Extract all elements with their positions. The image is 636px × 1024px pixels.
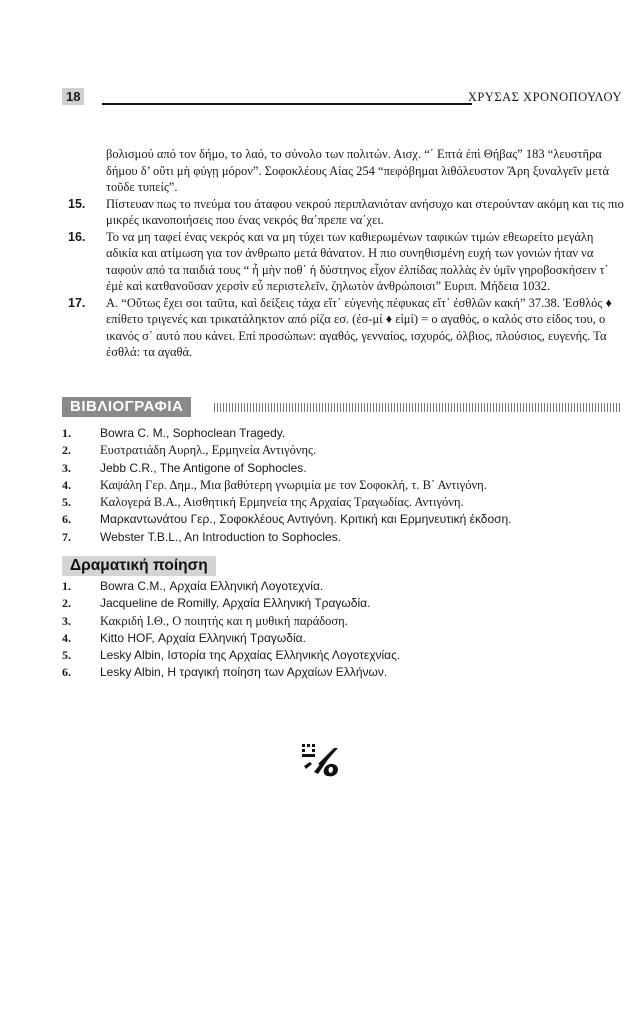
reference-number: 3. bbox=[62, 460, 71, 475]
reference-text: Lesky Albin, Η τραγική ποίηση των Αρχαίων Ελλήνων. bbox=[100, 665, 388, 680]
reference-text: Bowra C.M., Αρχαία Ελληνική Λογοτεχνία. bbox=[100, 579, 324, 593]
header-rule bbox=[102, 103, 472, 105]
footnotes bbox=[68, 146, 624, 361]
reference-number: 4. bbox=[62, 630, 71, 645]
reference-number: 6. bbox=[62, 665, 71, 680]
reference-item bbox=[62, 529, 622, 546]
reference-text: Webster T.B.L., An Introduction to Sophocles. bbox=[100, 529, 342, 544]
page-header bbox=[62, 88, 622, 110]
reference-number: 1. bbox=[62, 579, 71, 593]
reference-item bbox=[62, 595, 622, 612]
footnote bbox=[68, 229, 624, 295]
reference-text: Καψάλη Γερ. Δημ., Μια βαθύτερη γνωριμία με τον Σοφοκλή, τ. Β΄ Αντιγόνη. bbox=[100, 477, 487, 492]
reference-text: Lesky Albin, Ιστορία της Αρχαίας Ελληνικής Λογοτεχνίας. bbox=[100, 648, 401, 663]
reference-number: 7. bbox=[62, 529, 71, 544]
reference-item bbox=[62, 664, 622, 681]
dramatic-poetry-list bbox=[62, 578, 622, 682]
header-author: ΧΡΥΣΑΣ ΧΡΟΝΟΠΟΥΛΟΥ bbox=[467, 90, 622, 104]
reference-number: 4. bbox=[62, 477, 71, 492]
reference-text: Jebb C.R., The Antigone of Sophocles. bbox=[100, 460, 307, 475]
reference-item bbox=[62, 647, 622, 664]
footnote-text: Α. “Οὕτως ἔχει σοι ταῦτα, καὶ δείξεις τάχα εἴτ᾽ εὐγενὴς πέφυκας εἴτ᾽ ἐσθλῶν κακή” 37.38. Ἐσθλός ♦ επίθετο τριγενές και τρικατάληκτον από ρίζα εσ. (ἐσ-μί ♦ εἰμί) = ο αγαθός, ο καλός στο είδος του, ο ικανός σ΄ αυτό που κάνει. Επί προσώπων: αγαθός, γενναίος, ισχυρός, όλβιος, πλούσιος, ευγενής. Τα ἐσθλά: τα αγαθά. bbox=[106, 295, 612, 359]
dramatic-poetry-heading bbox=[62, 556, 216, 578]
reference-number: 2. bbox=[62, 443, 71, 458]
reference-item bbox=[62, 613, 622, 630]
footnote-text: βολισμού από τον δήμο, το λαό, το σύνολο των πολιτών. Αισχ. “΄ Επτά ἐπὶ Θήβας” 183 “λευστῆρα δήμου δ’ οὔτι μὴ φύγῃ μόρον”. Σοφοκλέους Αίας 254 “πεφόβημαι λιθόλευστον Ἄρη ξυναλγεῖν μετὰ τοῦδε τυπείς”. bbox=[106, 147, 610, 194]
footnote-number: 15. bbox=[68, 196, 86, 211]
greek-emblem-icon bbox=[300, 742, 348, 782]
footnote-number: 17. bbox=[68, 295, 86, 310]
reference-item bbox=[62, 477, 622, 494]
reference-item bbox=[62, 425, 622, 442]
reference-item bbox=[62, 578, 622, 595]
reference-text: Καλογερά Β.Α., Αισθητική Ερμηνεία της Αρχαίας Τραγωδίας. Αντιγόνη. bbox=[100, 495, 464, 510]
footnote bbox=[68, 295, 624, 361]
footnote-text: Το να μη ταφεί ένας νεκρός και να μη τύχει των καθιερωμένων ταφικών τιμών εθεωρείτο μεγάλη αδικία και ατίμωση για τον άνθρωπο μετά θάνατον. Η πιο συνηθισμένη ευχή των γονιών ήταν να ταφούν από τα παιδιά τους “ ἦ μὴν ποθ΄ ἡ δύστηνος εἶχον ἐλπίδας πολλὰς ἐν ὑμῖν γηροβοσκήσειν τ΄ ἐμὲ καὶ κατθανοῦσαν χερσὶν εὖ περιστελεῖν, ζηλωτὸν ἀνθρώποισι” Ευριπ. Μήδεια 1032. bbox=[106, 229, 609, 293]
reference-number: 1. bbox=[62, 426, 71, 440]
reference-number: 3. bbox=[62, 613, 71, 628]
reference-item bbox=[62, 511, 622, 528]
footnote-number: 16. bbox=[68, 229, 86, 244]
reference-number: 2. bbox=[62, 596, 71, 611]
reference-text: Κακριδή Ι.Θ., Ο ποιητής και η μυθική παράδοση. bbox=[100, 613, 348, 628]
page-number: 18 bbox=[62, 88, 84, 105]
reference-text: Bowra C. M., Sophoclean Tragedy. bbox=[100, 426, 286, 440]
footnote-text: Πίστευαν πως το πνεύμα του άταφου νεκρού περιπλανιόταν ανήσυχο και στερούνταν ακόμη και τις πιο μικρές ικανοποιήσεις που ένας νεκρός θα΄πρεπε να΄χει. bbox=[106, 196, 624, 227]
reference-item bbox=[62, 442, 622, 459]
bibliography-list bbox=[62, 425, 622, 546]
reference-item bbox=[62, 494, 622, 511]
footnote bbox=[68, 146, 624, 196]
bibliography-heading bbox=[62, 397, 622, 419]
bibliography-title: ΒΙΒΛΙΟΓΡΑΦΙΑ bbox=[62, 397, 191, 417]
reference-text: Kitto HOF, Αρχαία Ελληνική Τραγωδία. bbox=[100, 630, 306, 645]
reference-item bbox=[62, 630, 622, 647]
reference-number: 6. bbox=[62, 512, 71, 527]
reference-text: Ευστρατιάδη Αυρηλ., Ερμηνεία Αντιγόνης. bbox=[100, 443, 317, 458]
heading-hatch-rule bbox=[214, 403, 622, 412]
dramatic-poetry-title: Δραματική ποίηση bbox=[62, 556, 216, 576]
footnote bbox=[68, 196, 624, 229]
reference-number: 5. bbox=[62, 495, 71, 510]
reference-text: Μαρκαντωνάτου Γερ., Σοφοκλέους Αντιγόνη. Κριτική και Ερμηνευτική έκδοση. bbox=[100, 512, 512, 527]
reference-text: Jacqueline de Romilly, Αρχαία Ελληνική Τραγωδία. bbox=[100, 596, 371, 611]
reference-item bbox=[62, 460, 622, 477]
reference-number: 5. bbox=[62, 648, 71, 663]
